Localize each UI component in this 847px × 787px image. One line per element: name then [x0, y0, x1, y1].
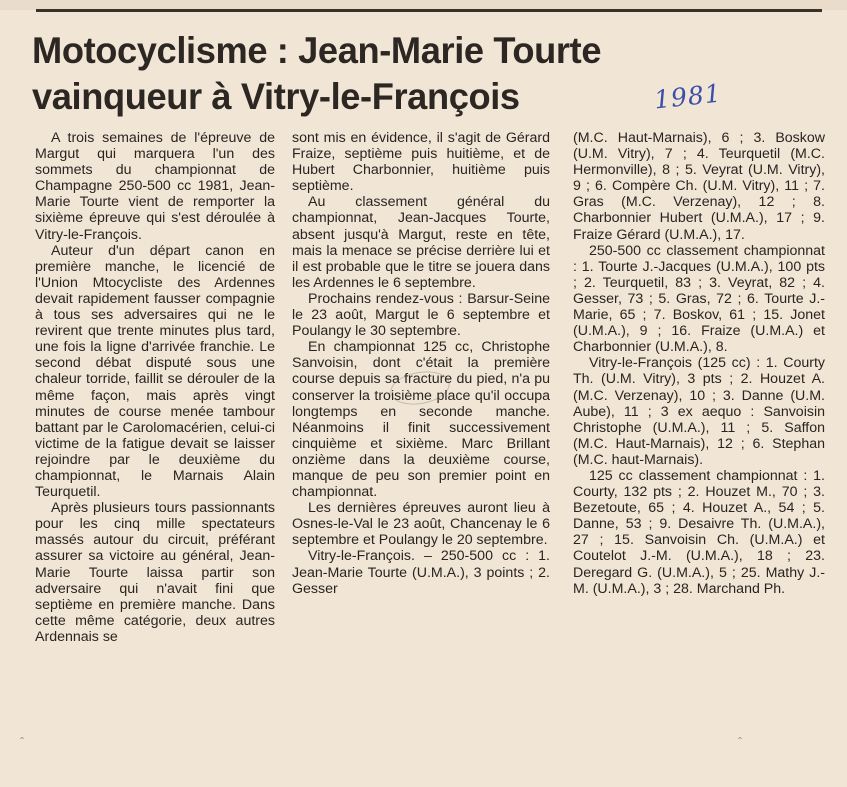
paragraph: Prochains rendez-vous : Barsur-Seine le 23 août, Margut le 6 septembre et Poulangy le 30 septembre. — [292, 290, 550, 340]
paragraph: En championnat 125 cc, Christophe Sanvoisin, dont c'était la première course depuis sa fracture du pied, n'a pu conserver la troisième place qu'il occupa longtemps en seconde manche. Néanmoins il finit successivement cinquième et sixième. Marc Brillant onzième dans la deuxième course, manque de peu son premier point en championnat. — [292, 339, 550, 501]
article-column-1 — [35, 130, 275, 645]
paragraph: Vitry-le-François. – 250-500 cc : 1. Jean-Marie Tourte (U.M.A.), 3 points ; 2. Gesser — [292, 548, 550, 597]
paragraph: A trois semaines de l'épreuve de Margut qui marquera l'un des sommets du championnat de Champagne 250-500 cc 1981, Jean-Marie Tourte vient de remporter la sixième épreuve qui s'est déroulée à Vitry-le-François. — [35, 130, 275, 243]
headline-line-2: vainqueur à Vitry-le-François — [32, 76, 520, 117]
paragraph: Après plusieurs tours passionnants pour les cinq mille spectateurs massés autour du circuit, préférant assurer sa victoire au général, Jean-Marie Tourte laissa partir son adversaire qui n'avait fini que septième en première manche. Dans cette même catégorie, deux autres Ardennais se — [35, 500, 275, 645]
paragraph: 125 cc classement championnat : 1. Courty, 132 pts ; 2. Houzet M., 70 ; 3. Bezetoute, 65 ; 4. Houzet A., 54 ; 5. Danne, 53 ; 9. Desaivre Th. (U.M.A.), 27 ; 15. Sanvoisin Ch. (U.M.A.) et Coutelot J.-M. (U.M.A.), 18 ; 23. Deregard G. (U.M.A.), 5 ; 25. Mathy J.-M. (U.M.A.), 3 ; 28. Marchand Ph. — [573, 467, 825, 597]
header-rule — [36, 9, 822, 12]
article-headline — [32, 28, 738, 120]
paragraph: 250-500 cc classement championnat : 1. Tourte J.-Jacques (U.M.A.), 100 pts ; 2. Teurquetil, 83 ; 3. Veyrat, 82 ; 4. Gesser, 73 ; 5. Gras, 72 ; 6. Tourte J.-Marie, 65 ; 7. Boskov, 61 ; 15. Jonet (U.M.A.), 9 ; 16. Fraize (U.M.A.) et Charbonnier (U.M.A.), 8. — [573, 242, 825, 356]
paragraph: (M.C. Haut-Marnais), 6 ; 3. Boskow (U.M. Vitry), 7 ; 4. Teurquetil (M.C. Hermonville), 8 ; 5. Veyrat (U.M. Vitry), 9 ; 6. Compère Ch. (U.M. Vitry), 11 ; 7. Gras (M.C. Verzenay), 12 ; 8. Charbonnier Hubert (U.M.A.), 17 ; 9. Fraize Gérard (U.M.A.), 17. — [573, 130, 825, 243]
paragraph: Auteur d'un départ canon en première manche, le licencié de l'Union Mtocycliste des Ardennes devait rapidement fausser compagnie à tous ses adversaires qui ne le revirent que trente minutes plus tard, une fois la ligne d'arrivée franchie. Le second débat disputé sous une chaleur torride, faillit se dérouler de la même façon, mais après vingt minutes de course menée tambour battant par le Carolomacérien, celui-ci victime de la fatigue devait se laisser rejoindre par le deuxième du championnat, le Marnais Alain Teurquetil. — [35, 242, 275, 501]
handwritten-year-note: 1981 — [652, 78, 723, 115]
headline-line-1: Motocyclisme : Jean-Marie Tourte — [32, 30, 602, 71]
article-column-3 — [573, 130, 825, 597]
paragraph: Au classement général du championnat, Jean-Jacques Tourte, absent jusqu'à Margut, reste en tête, mais la menace se précise derrière lui et il est probable que le titre se jouera dans les Ardennes le 6 septembre. — [292, 194, 550, 291]
paragraph: Vitry-le-François (125 cc) : 1. Courty Th. (U.M. Vitry), 3 pts ; 2. Houzet A. (M.C. Verzenay), 10 ; 3. Danne (U.M. Aube), 11 ; 3 ex aequo : Sanvoisin Christophe (U.M.A.), 11 ; 5. Saffon (M.C. Haut-Marnais), 12 ; 6. Stephan (M.C. haut-Marnais). — [573, 355, 825, 468]
margin-tick-mark: ˆ — [738, 735, 742, 749]
paragraph: sont mis en évidence, il s'agit de Gérard Fraize, septième puis huitième, et de Hubert Charbonnier, huitième puis septième. — [292, 130, 550, 195]
article-column-2 — [292, 130, 550, 597]
margin-tick-mark: ˆ — [20, 735, 24, 749]
paragraph: Les dernières épreuves auront lieu à Osnes-le-Val le 23 août, Chancenay le 6 septembre et Poulangy le 20 septembre. — [292, 500, 550, 549]
